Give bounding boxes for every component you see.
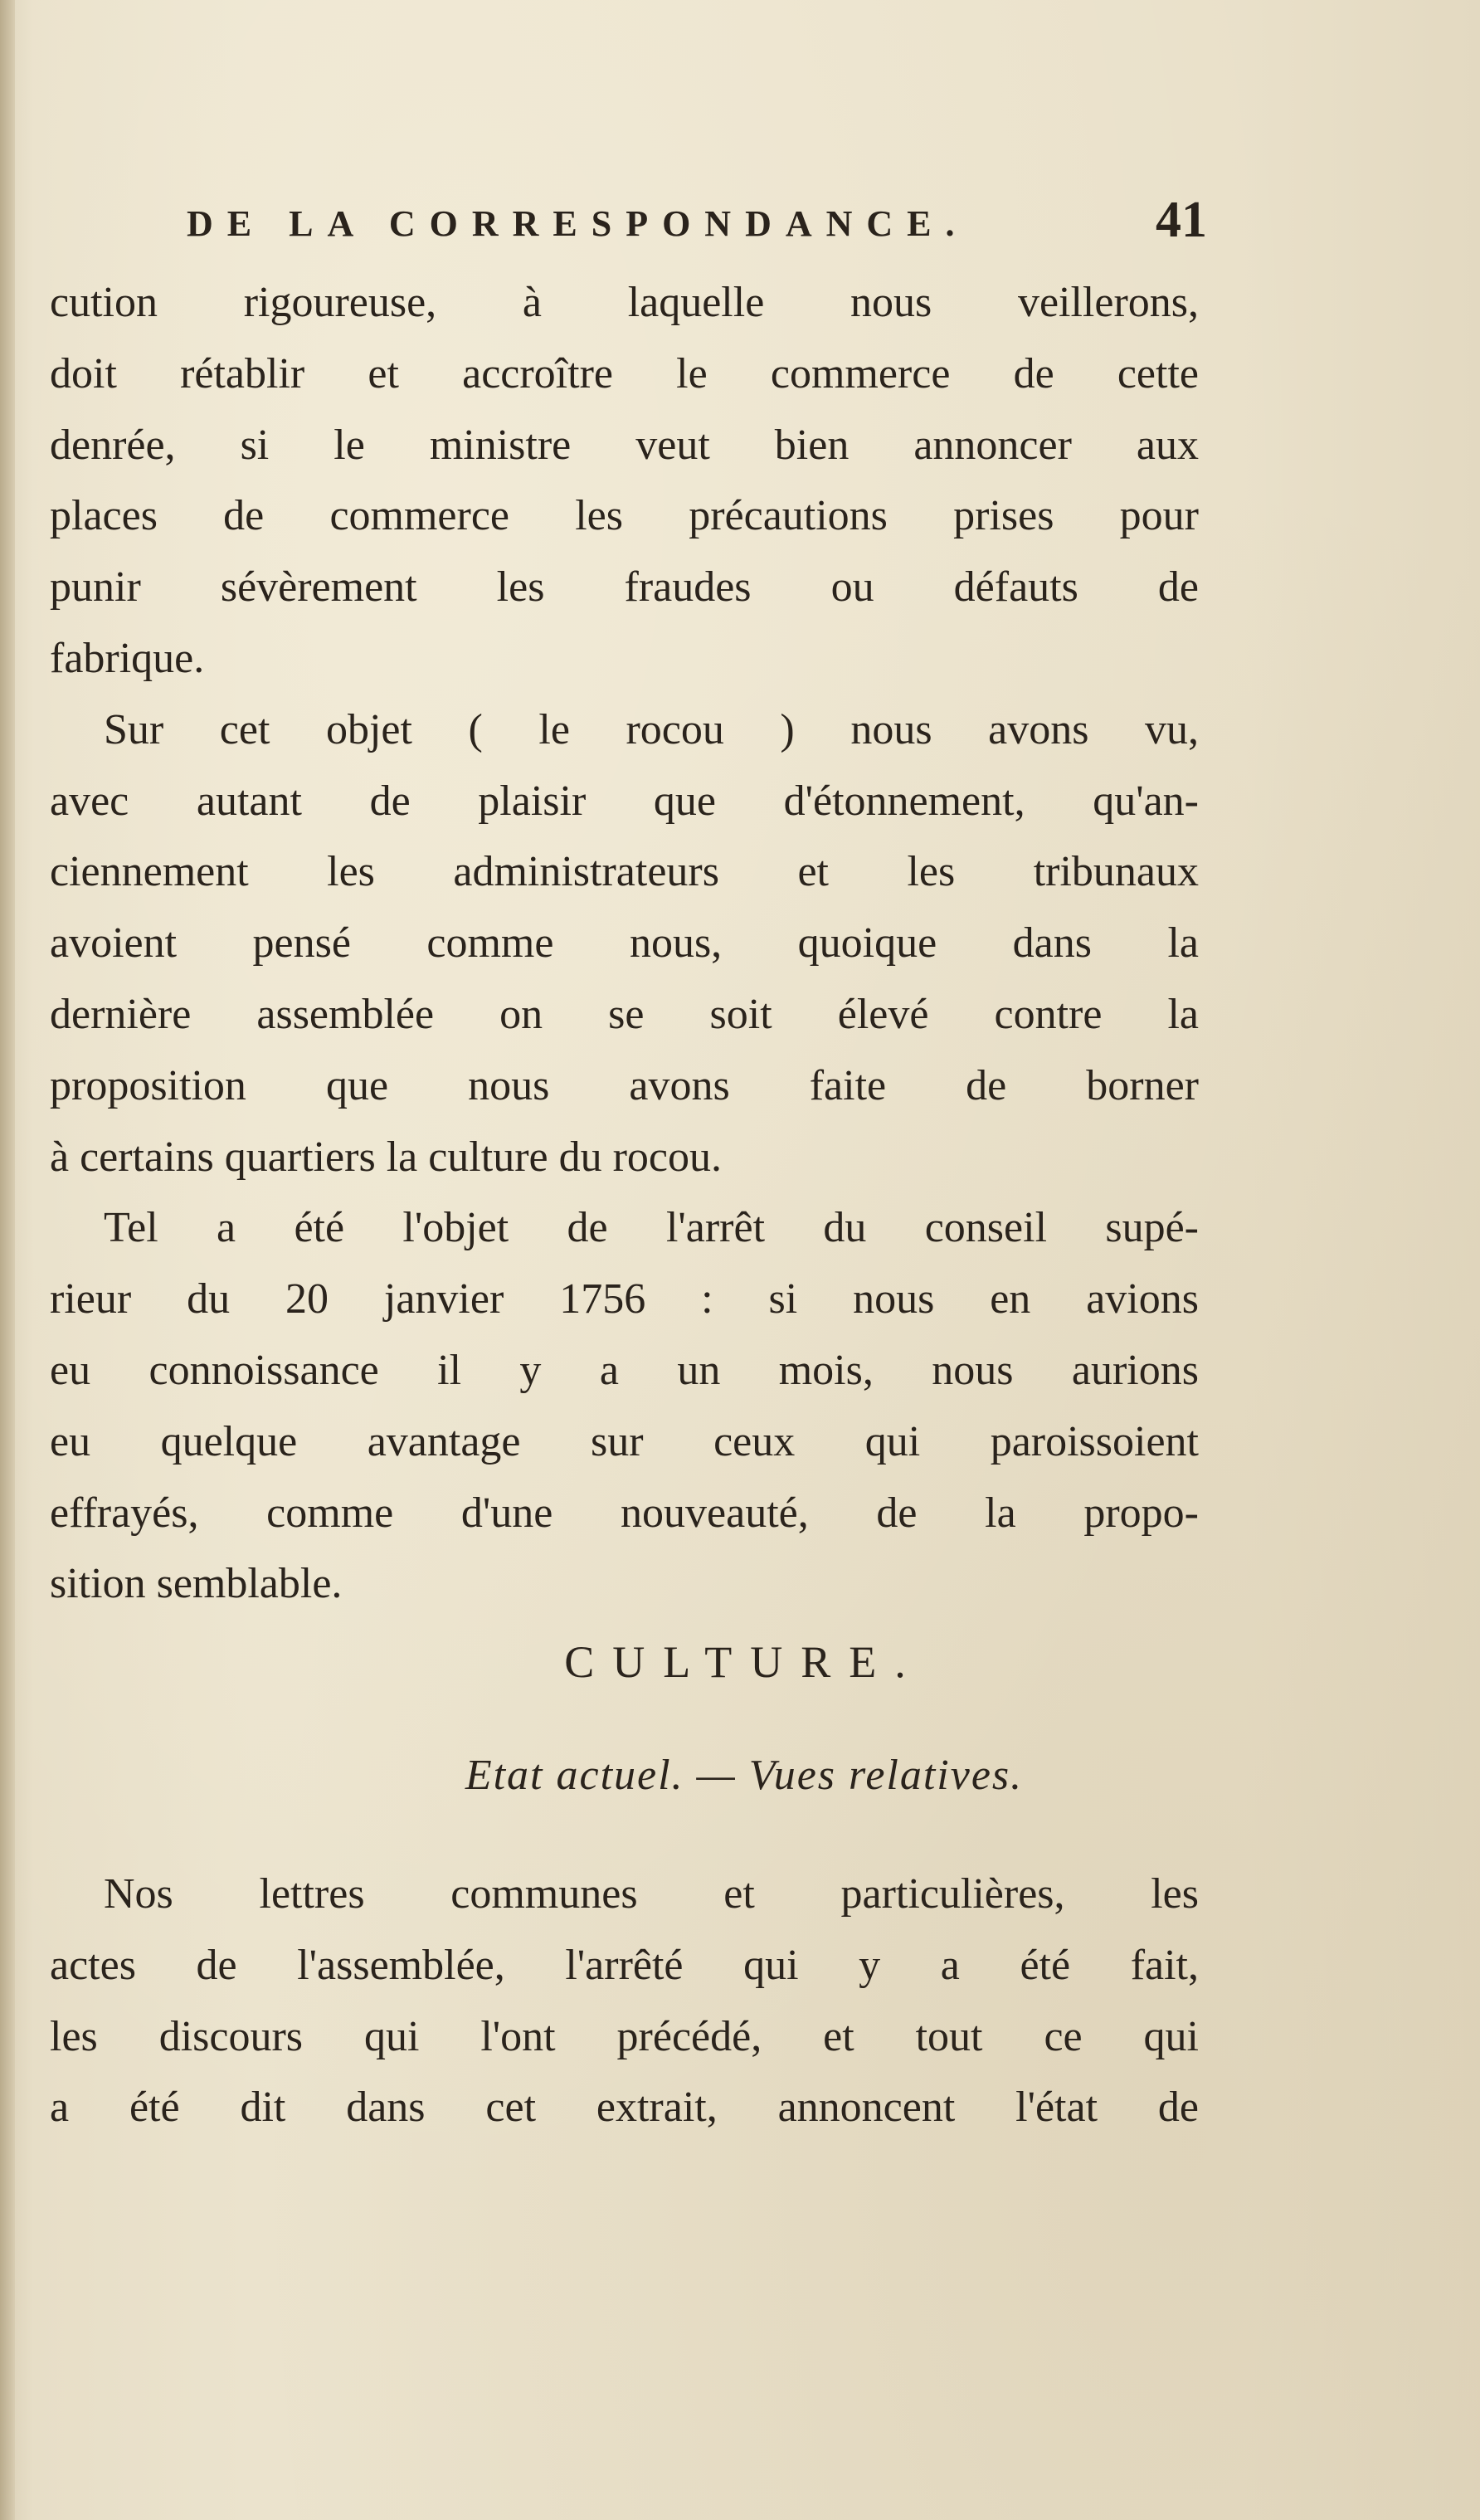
text-line: eu connoissance il y a un mois, nous aurions — [50, 1346, 1199, 1394]
text-line: sition semblable. — [50, 1560, 343, 1608]
text-line: denrée, si le ministre veut bien annoncer aux — [50, 421, 1199, 469]
text-line: punir sévèrement les fraudes ou défauts de — [50, 563, 1199, 612]
running-title: DE LA CORRESPONDANCE. — [187, 203, 969, 244]
binding-edge — [0, 0, 15, 2520]
text-line: fabrique. — [50, 634, 205, 682]
text-line: Sur cet objet ( le rocou ) nous avons vu, — [104, 705, 1199, 753]
text-line: rieur du 20 janvier 1756 : si nous en avions — [50, 1275, 1199, 1323]
section-heading: CULTURE. — [564, 1637, 924, 1687]
running-head — [187, 192, 1207, 256]
text-line: avoient pensé comme nous, quoique dans la — [50, 919, 1199, 968]
text-line: proposition que nous avons faite de borner — [50, 1061, 1199, 1109]
text-line: places de commerce les précautions prises pour — [50, 492, 1199, 540]
text-line: cution rigoureuse, à laquelle nous veillerons, — [50, 279, 1199, 326]
text-line: avec autant de plaisir que d'étonnement, qu'an- — [50, 777, 1199, 825]
text-line: effrayés, comme d'une nouveauté, de la propo- — [50, 1489, 1199, 1537]
text-line: doit rétablir et accroître le commerce de cette — [50, 349, 1199, 397]
page-number: 41 — [1156, 192, 1207, 248]
text-line: ciennement les administrateurs et les tribunaux — [50, 848, 1199, 896]
text-line: eu quelque avantage sur ceux qui paroissoient — [50, 1417, 1199, 1465]
text-line: les discours qui l'ont précédé, et tout ce qui — [50, 2012, 1199, 2060]
text-line: Nos lettres communes et particulières, les — [104, 1870, 1199, 1918]
text-line: a été dit dans cet extrait, annoncent l'état de — [50, 2084, 1199, 2132]
body-text-continued — [50, 1859, 1199, 2143]
text-line: actes de l'assemblée, l'arrêté qui y a été fait, — [50, 1941, 1199, 1989]
text-line: Tel a été l'objet de l'arrêt du conseil supé- — [104, 1204, 1199, 1252]
text-line: à certains quartiers la culture du rocou. — [50, 1133, 722, 1181]
text-line: dernière assemblée on se soit élevé contre la — [50, 990, 1199, 1038]
body-text — [50, 267, 1199, 1620]
section-subheading: Etat actuel. — Vues relatives. — [465, 1752, 1024, 1799]
